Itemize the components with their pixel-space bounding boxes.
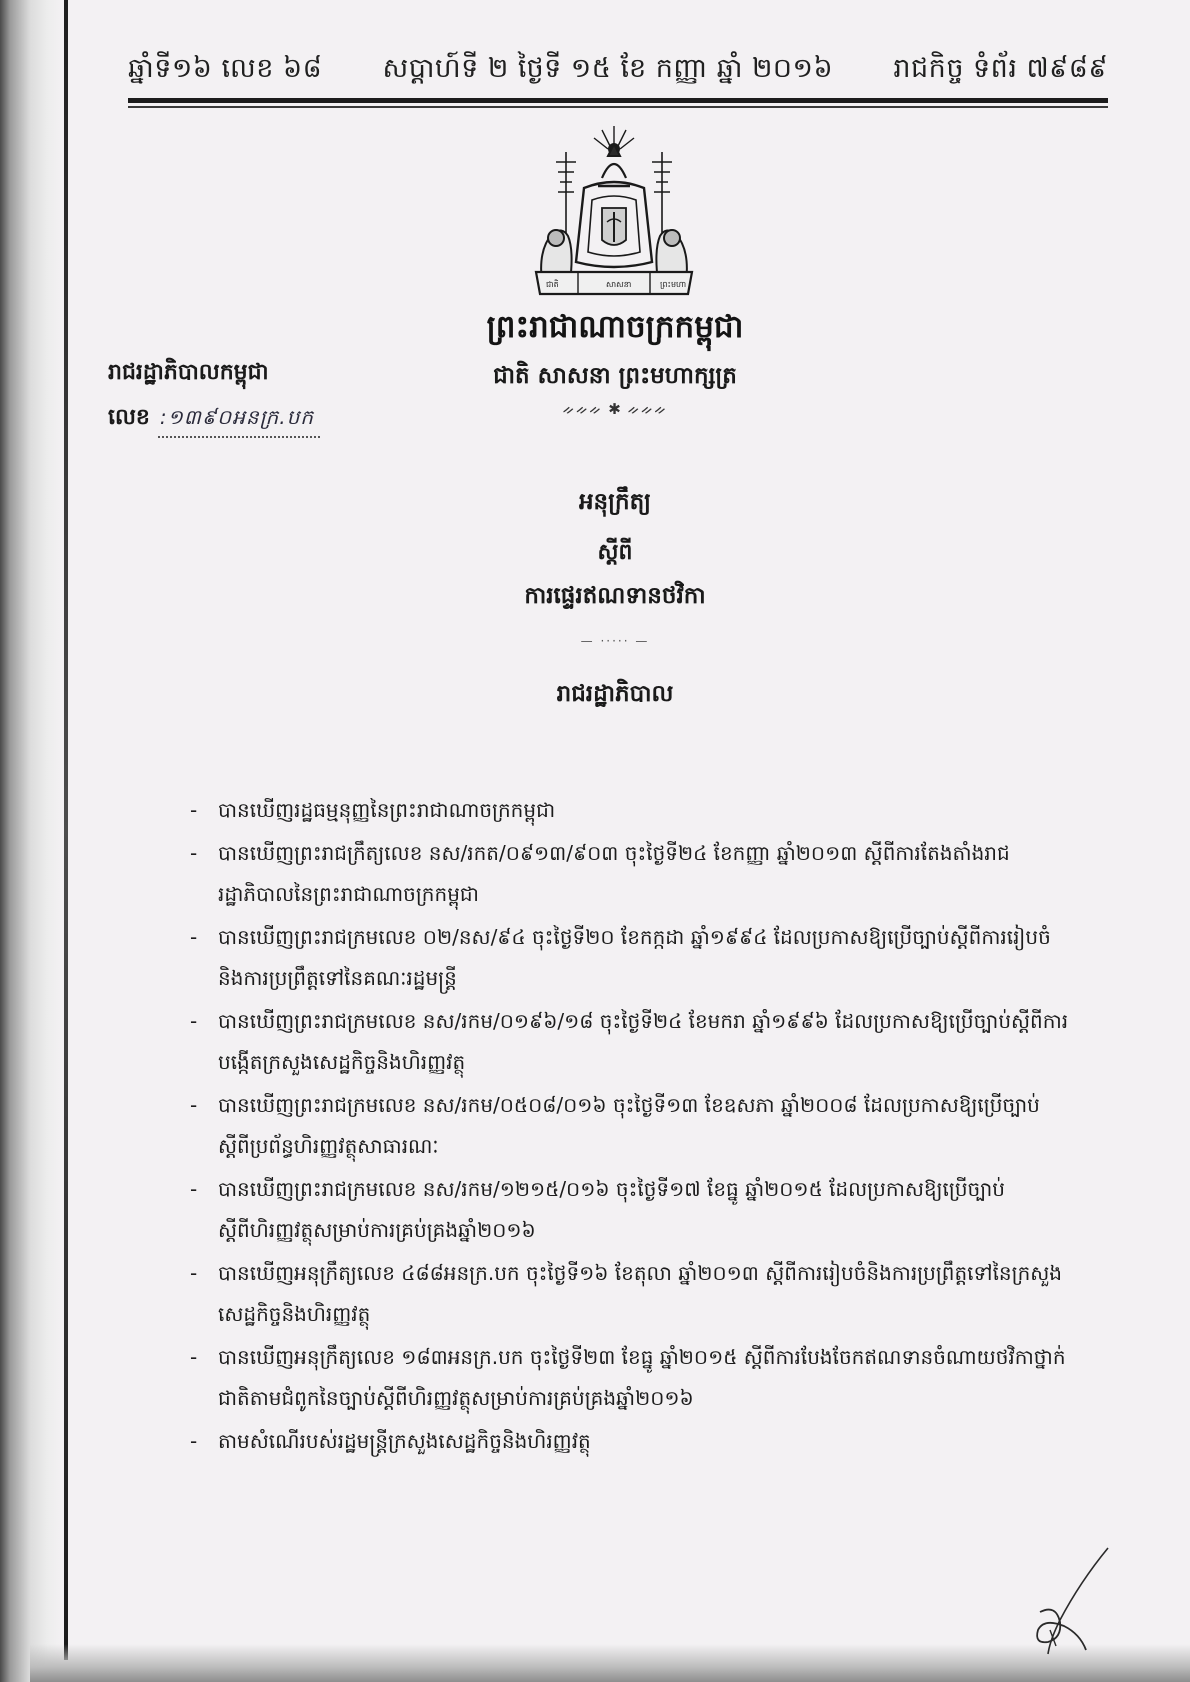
svg-text:ជាតិ: ជាតិ xyxy=(546,280,559,289)
list-item xyxy=(190,833,1070,915)
preamble-text: បានឃើញព្រះរាជក្រមលេខ ០២/នស/៩៤ ចុះថ្ងៃទី២០ ខែកក្កដា ឆ្នាំ១៩៩៤ ដែលប្រកាសឱ្យប្រើច្បាប់ស្តីពីការរៀបចំនិងការប្រព្រឹត្តទៅនៃគណៈរដ្ឋមន្ត្រី xyxy=(218,925,1051,990)
bullet-dash: - xyxy=(190,1261,198,1285)
bullet-dash: - xyxy=(190,1093,198,1117)
preamble-text: បានឃើញរដ្ឋធម្មនុញ្ញនៃព្រះរាជាណាចក្រកម្ពុជា xyxy=(218,798,556,822)
preamble-text: បានឃើញព្រះរាជក្រមលេខ នស/រកម/០១៩៦/១៨ ចុះថ្ងៃទី២៤ ខែមករា ឆ្នាំ១៩៩៦ ដែលប្រកាសឱ្យប្រើច្បាប់ស្តីពីការបង្កើតក្រសួងសេដ្ឋកិច្ចនិងហិរញ្ញវត្ថុ xyxy=(218,1009,1069,1074)
list-item xyxy=(190,1337,1070,1419)
svg-text:សាសនា: សាសនា xyxy=(606,280,632,289)
list-item xyxy=(190,1085,1070,1167)
bullet-dash: - xyxy=(190,1177,198,1201)
document-about: ស្តីពី xyxy=(597,540,633,565)
preamble-text: បានឃើញព្រះរាជក្រមលេខ នស/រកម/១២១៥/០១៦ ចុះថ្ងៃទី១៧ ខែធ្នូ ឆ្នាំ២០១៥ ដែលប្រកាសឱ្យប្រើច្បាប់ស្តីពីហិរញ្ញវត្ថុសម្រាប់ការគ្រប់គ្រងឆ្នាំ២០១៦ xyxy=(218,1177,1005,1242)
bullet-dash: - xyxy=(190,1429,198,1453)
gazette-week-date: សប្តាហ៍ទី ២ ថ្ងៃទី ១៥ ខែ កញ្ញា ឆ្នាំ ២០១៦ xyxy=(382,53,834,84)
list-item xyxy=(190,1253,1070,1335)
gazette-year-issue: ឆ្នាំទី១៦ លេខ ៦៨ xyxy=(128,53,323,84)
document-type: អនុក្រឹត្យ xyxy=(578,489,652,515)
bullet-dash: - xyxy=(190,925,198,949)
handwritten-initial-icon xyxy=(1020,1542,1120,1662)
motto-ornament: ᨀᨀᨀ ✱ ᨀᨀᨀ xyxy=(562,400,668,418)
scan-left-shadow xyxy=(0,0,62,1682)
preamble-text: បានឃើញអនុក្រឹត្យលេខ ១៨៣អនក្រ.បក ចុះថ្ងៃទី២៣ ខែធ្នូ ឆ្នាំ២០១៥ ស្តីពីការបែងចែកឥណទានចំណាយថវិកាថ្នាក់ជាតិតាមជំពូកនៃច្បាប់ស្តីពីហិរញ្ញវត្ថុសម្រាប់ការគ្រប់គ្រងឆ្នាំ២០១៦ xyxy=(218,1345,1066,1410)
national-motto: ជាតិ សាសនា ព្រះមហាក្សត្រ xyxy=(493,363,737,389)
preamble-text: បានឃើញអនុក្រឹត្យលេខ ៤៨៨អនក្រ.បក ចុះថ្ងៃទី១៦ ខែតុលា ឆ្នាំ២០១៣ ស្តីពីការរៀបចំនិងការប្រព្រឹត្តទៅនៃក្រសួងសេដ្ឋកិច្ចនិងហិរញ្ញវត្ថុ xyxy=(218,1261,1063,1326)
preamble-list xyxy=(190,790,1070,1464)
bullet-dash: - xyxy=(190,1345,198,1369)
list-item xyxy=(190,917,1070,999)
preamble-text: តាមសំណើរបស់រដ្ឋមន្ត្រីក្រសួងសេដ្ឋកិច្ចនិងហិរញ្ញវត្ថុ xyxy=(218,1429,591,1453)
bullet-dash: - xyxy=(190,798,198,822)
reference-line xyxy=(108,403,320,438)
list-item xyxy=(190,1169,1070,1251)
title-separator: — ····· — xyxy=(580,634,650,648)
scan-binding-line xyxy=(64,0,68,1660)
gazette-header xyxy=(128,52,1108,91)
document-subject: ការផ្ទេរឥណទានថវិកា xyxy=(524,583,706,609)
list-item xyxy=(190,1001,1070,1083)
preamble-text: បានឃើញព្រះរាជក្រមលេខ នស/រកម/០៥០៨/០១៦ ចុះថ្ងៃទី១៣ ខែឧសភា ឆ្នាំ២០០៨ ដែលប្រកាសឱ្យប្រើច្បាប់ស្តីពីប្រព័ន្ធហិរញ្ញវត្ថុសាធារណៈ xyxy=(218,1093,1040,1158)
bullet-dash: - xyxy=(190,841,198,865)
reference-number: :១៣៩០អនក្រ.បក xyxy=(158,404,320,438)
header-rule-thin xyxy=(128,106,1108,108)
scan-bottom-shadow xyxy=(30,1644,1190,1682)
preamble-text: បានឃើញព្រះរាជក្រឹត្យលេខ នស/រកត/០៩១៣/៩០៣ ចុះថ្ងៃទី២៤ ខែកញ្ញា ឆ្នាំ២០១៣ ស្តីពីការតែងតាំងរាជរដ្ឋាភិបាលនៃព្រះរាជាណាចក្រកម្ពុជា xyxy=(218,841,1010,906)
bullet-dash: - xyxy=(190,1009,198,1033)
kingdom-name: ព្រះរាជាណាចក្រកម្ពុជា xyxy=(486,309,744,345)
list-item xyxy=(190,790,1070,831)
list-item xyxy=(190,1421,1070,1462)
issuing-government: រាជរដ្ឋាភិបាលកម្ពុជា xyxy=(108,360,269,385)
reference-label: លេខ xyxy=(108,405,150,430)
header-rule-thick xyxy=(128,98,1108,103)
royal-coat-of-arms-icon xyxy=(522,122,706,302)
gazette-page-number: រាជកិច្ច ទំព័រ ៧៩៨៩ xyxy=(893,53,1108,84)
issuer-heading: រាជរដ្ឋាភិបាល xyxy=(556,681,674,707)
svg-text:ព្រះមហា: ព្រះមហា xyxy=(660,280,687,289)
